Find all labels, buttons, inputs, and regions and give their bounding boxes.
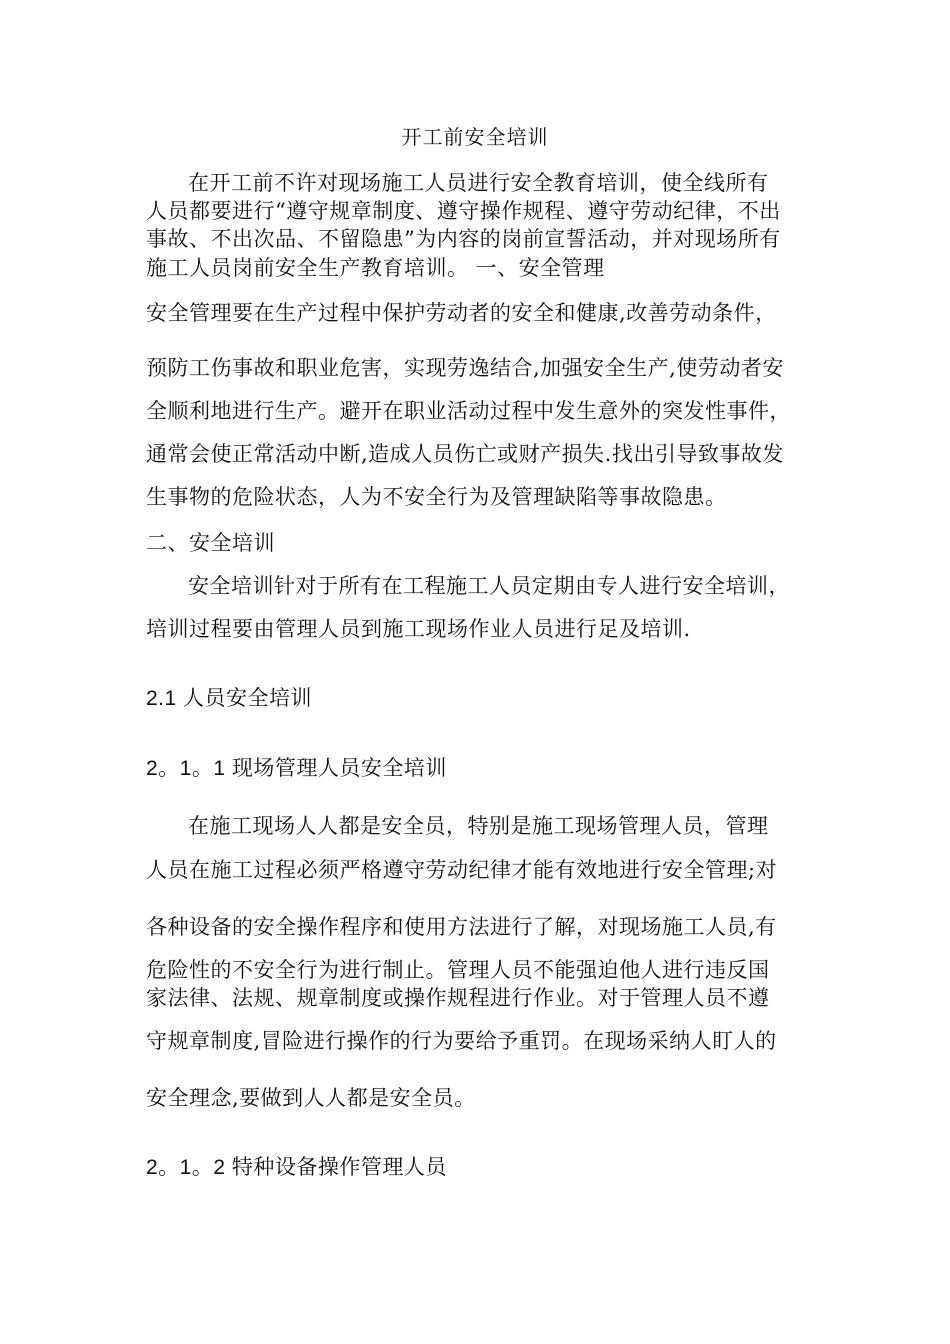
paragraph-line: 危险性的不安全行为进行制止。管理人员不能强迫他人进行违反国 — [146, 958, 770, 982]
paragraph-line: 人员都要进行“遵守规章制度、遵守操作规程、遵守劳动纪律，不出 — [146, 199, 781, 223]
paragraph-line: 安全管理要在生产过程中保护劳动者的安全和健康,改善劳动条件， — [146, 301, 777, 325]
paragraph-line: 在施工现场人人都是安全员，特别是施工现场管理人员，管理 — [188, 814, 769, 838]
paragraph-line: 事故、不出次品、不留隐患”为内容的岗前宣誓活动，并对现场所有 — [146, 227, 781, 251]
document-title: 开工前安全培训 — [401, 125, 549, 149]
paragraph-line: 在开工前不许对现场施工人员进行安全教育培训，使全线所有 — [188, 171, 769, 195]
paragraph-line: 生事物的危险状态，人为不安全行为及管理缺陷等事故隐患。 — [146, 485, 727, 509]
paragraph-line: 安全理念,要做到人人都是安全员。 — [146, 1086, 476, 1110]
subsection-heading: 2.1 人员安全培训 — [146, 687, 313, 710]
paragraph-line: 安全培训针对于所有在工程施工人员定期由专人进行安全培训， — [188, 574, 790, 598]
paragraph-line: 家法律、法规、规章制度或操作规程进行作业。对于管理人员不遵 — [146, 986, 770, 1010]
subsection-heading: 2。1。2 特种设备操作管理人员 — [146, 1156, 447, 1179]
paragraph-line: 通常会使正常活动中断,造成人员伤亡或财产损失.找出引导致事故发 — [146, 442, 784, 466]
paragraph-line: 培训过程要由管理人员到施工现场作业人员进行足及培训. — [146, 617, 691, 641]
paragraph-line: 全顺利地进行生产。避开在职业活动过程中发生意外的突发性事件， — [146, 399, 791, 423]
paragraph-line: 人员在施工过程必须严格遵守劳动纪律才能有效地进行安全管理;对 — [146, 858, 778, 882]
paragraph-line: 施工人员岗前安全生产教育培训。 一、安全管理 — [146, 256, 605, 280]
paragraph-line: 预防工伤事故和职业危害，实现劳逸结合,加强安全生产,使劳动者安 — [146, 356, 784, 380]
paragraph-line: 守规章制度,冒险进行操作的行为要给予重罚。在现场采纳人盯人的 — [146, 1029, 777, 1053]
section-heading: 二、安全培训 — [146, 531, 275, 555]
paragraph-line: 各种设备的安全操作程序和使用方法进行了解，对现场施工人员,有 — [146, 915, 777, 939]
subsection-heading: 2。1。1 现场管理人员安全培训 — [146, 757, 447, 780]
